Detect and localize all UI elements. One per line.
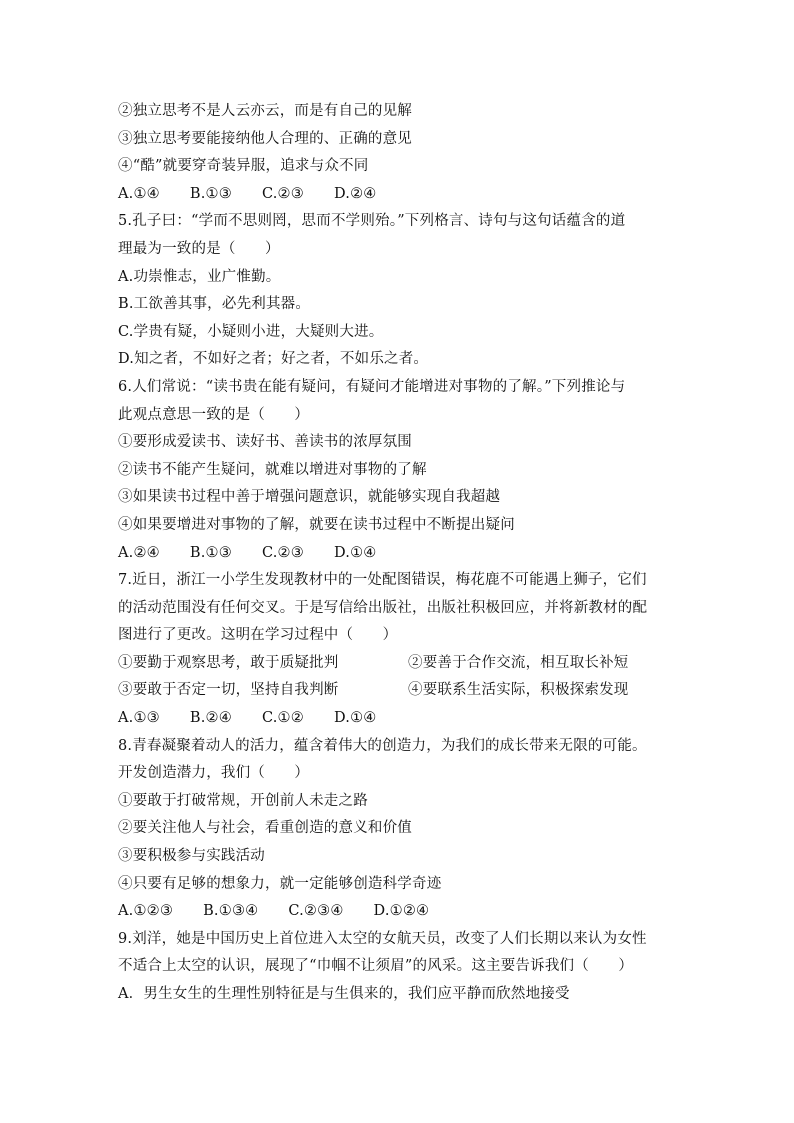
text-line: ①要形成爱读书、读好书、善读书的浓厚氛围 [118, 434, 412, 451]
text-line: 图进行了更改。这明在学习过程中（ ） [118, 627, 398, 644]
statement-left: ③要敢于否定一切，坚持自我判断 [118, 682, 339, 699]
answer-option: D.①②④ [373, 903, 430, 920]
text-line: 5.孔子曰：“学而不思则罔，思而不学则殆。”下列格言、诗句与这句话蕴含的道 [118, 213, 626, 230]
answer-option: A.①③ [118, 710, 160, 727]
text-line: ④“酷”就要穿奇装异服，追求与众不同 [118, 158, 369, 175]
answer-options [118, 705, 688, 733]
answer-option: B.①③ [189, 185, 232, 202]
statement-right: ②要善于合作交流，相互取长补短 [408, 654, 629, 671]
statement-left: ①要勤于观察思考，敢于质疑批判 [118, 654, 339, 671]
text-line: 的活动范围没有任何交叉。于是写信给出版社，出版社积极回应，并将新教材的配 [118, 599, 648, 616]
answer-option: B.②④ [189, 710, 232, 727]
text-line: A．男生女生的生理性别特征是与生俱来的，我们应平静而欣然地接受 [118, 986, 570, 1002]
statement-right: ④要联系生活实际，积极探索发现 [408, 682, 629, 699]
text-line: 6.人们常说：“读书贵在能有疑问，有疑问才能增进对事物的了解。”下列推论与 [118, 378, 626, 395]
text-line: ③如果读书过程中善于增强问题意识，就能够实现自我超越 [118, 489, 501, 506]
answer-option: A.①②③ [118, 903, 174, 920]
answer-option: D.②④ [333, 185, 377, 202]
text-line: A.功崇惟志，业广惟勤。 [118, 268, 281, 285]
document-page [118, 98, 688, 1009]
answer-option: B.①③④ [203, 903, 259, 920]
text-line: ②读书不能产生疑问，就难以增进对事物的了解 [118, 461, 427, 478]
text-line: B.工欲善其事，必先利其器。 [118, 296, 311, 313]
text-line: D.知之者，不如好之者；好之者，不如乐之者。 [118, 351, 429, 368]
answer-option: B.①③ [189, 544, 232, 561]
text-line: 此观点意思一致的是（ ） [118, 406, 310, 423]
text-line: ③独立思考要能接纳他人合理的、正确的意见 [118, 130, 412, 147]
answer-option: C.①② [261, 710, 304, 727]
text-line: 7.近日，浙江一小学生发现教材中的一处配图错误，梅花鹿不可能遇上狮子，它们 [118, 572, 647, 589]
answer-option: A.②④ [118, 544, 160, 561]
text-line: ④如果要增进对事物的了解，就要在读书过程中不断提出疑问 [118, 516, 515, 533]
text-line: ①要敢于打破常规，开创前人未走之路 [118, 792, 368, 809]
answer-option: C.②③ [261, 185, 304, 202]
answer-option: C.②③ [261, 544, 304, 561]
text-line: ④只要有足够的想象力，就一定能够创造科学奇迹 [118, 875, 442, 892]
text-line: 理最为一致的是（ ） [118, 240, 280, 257]
text-line: ③要积极参与实践活动 [118, 848, 265, 865]
answer-options [118, 898, 688, 926]
text-line: 不适合上太空的认识，展现了“巾帼不让须眉”的风采。这主要告诉我们（ ） [118, 958, 634, 975]
answer-options [118, 540, 688, 568]
text-line: C.学贵有疑，小疑则小进，大疑则大进。 [118, 323, 384, 340]
text-line: 9.刘洋，她是中国历史上首位进入太空的女航天员，改变了人们长期以来认为女性 [118, 930, 647, 947]
text-line: ②要关注他人与社会，看重创造的意义和价值 [118, 820, 412, 837]
answer-option: D.①④ [333, 544, 377, 561]
answer-option: D.①④ [333, 710, 377, 727]
text-line: ②独立思考不是人云亦云，而是有自己的见解 [118, 103, 412, 119]
answer-option: C.②③④ [288, 903, 344, 920]
answer-option: A.①④ [118, 185, 160, 202]
two-column-statements [118, 677, 688, 705]
two-column-statements [118, 650, 688, 678]
answer-options [118, 181, 688, 209]
text-line: 8.青春凝聚着动人的活力，蕴含着伟大的创造力，为我们的成长带来无限的可能。 [118, 737, 647, 754]
text-line: 开发创造潜力，我们（ ） [118, 765, 310, 782]
